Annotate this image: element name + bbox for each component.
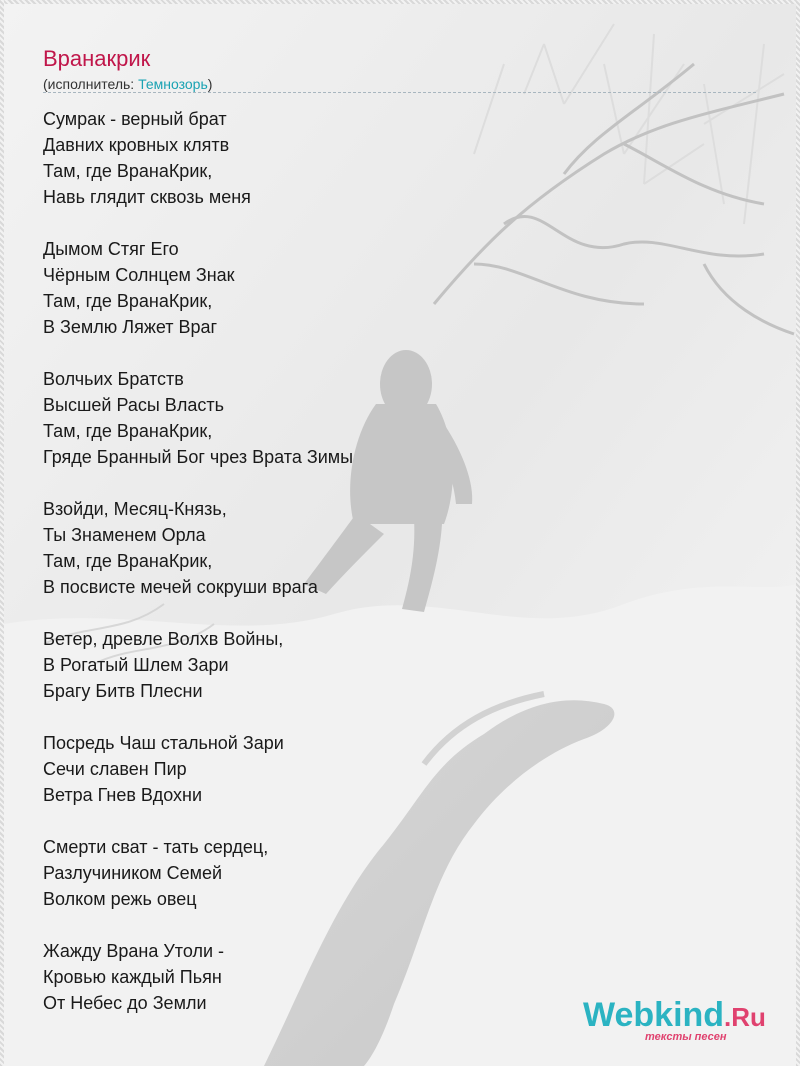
lyric-line: Навь глядит сквозь меня <box>43 187 251 207</box>
lyric-line: Сумрак - верный брат <box>43 109 227 129</box>
lyric-line: Ветра Гнев Вдохни <box>43 785 203 805</box>
lyric-line: Волком режь овец <box>43 889 197 909</box>
webkind-logo[interactable] <box>583 997 783 1047</box>
artist-byline <box>43 74 212 94</box>
byline-suffix: ) <box>207 76 213 92</box>
header-divider <box>43 92 756 93</box>
stanza-gap <box>43 340 353 366</box>
stanza-gap <box>43 808 353 834</box>
stanza-gap <box>43 704 353 730</box>
lyric-line: Гряде Бранный Бог чрез Врата Зимы <box>43 447 354 467</box>
lyric-line: От Небес до Земли <box>43 993 207 1013</box>
stanza-gap <box>43 600 353 626</box>
lyric-line: Сечи славен Пир <box>43 759 187 779</box>
lyric-line: Чёрным Солнцем Знак <box>43 265 235 285</box>
lyric-line: Там, где ВранаКрик, <box>43 291 213 311</box>
lyric-line: Брагу Битв Плесни <box>43 681 203 701</box>
song-header <box>43 46 212 94</box>
logo-name: Webkind <box>583 996 725 1034</box>
lyric-line: Там, где ВранаКрик, <box>43 421 213 441</box>
lyric-line: В Землю Ляжет Враг <box>43 317 218 337</box>
stanza-gap <box>43 470 353 496</box>
lyric-line: Жажду Врана Утоли - <box>43 941 225 961</box>
lyric-line: В Рогатый Шлем Зари <box>43 655 229 675</box>
lyric-line: Давних кровных клятв <box>43 135 230 155</box>
lyric-line: Смерти сват - тать сердец, <box>43 837 269 857</box>
lyrics-text <box>43 106 353 1016</box>
page-border-right <box>796 0 800 1066</box>
lyric-line: Там, где ВранаКрик, <box>43 551 213 571</box>
lyric-line: Разлучиником Семей <box>43 863 223 883</box>
lyric-line: Посредь Чаш стальной Зари <box>43 733 284 753</box>
song-title: Вранакрик <box>43 46 151 71</box>
stanza-gap <box>43 912 353 938</box>
stanza-gap <box>43 210 353 236</box>
logo-wordmark <box>583 997 783 1035</box>
logo-tagline: тексты песен <box>645 1031 727 1043</box>
artist-link[interactable]: Темнозорь <box>138 76 208 92</box>
lyric-line: Ветер, древле Волхв Войны, <box>43 629 284 649</box>
lyric-line: Ты Знаменем Орла <box>43 525 206 545</box>
lyric-line: В посвисте мечей сокруши врага <box>43 577 318 597</box>
lyric-line: Волчьих Братств <box>43 369 184 389</box>
lyric-line: Высшей Расы Власть <box>43 395 224 415</box>
lyric-line: Там, где ВранаКрик, <box>43 161 213 181</box>
lyric-line: Дымом Стяг Его <box>43 239 179 259</box>
lyrics-card <box>4 4 796 1066</box>
logo-tld: .Ru <box>724 1002 766 1032</box>
lyric-line: Взойди, Месяц-Князь, <box>43 499 227 519</box>
byline-prefix: (исполнитель: <box>43 76 139 92</box>
lyric-line: Кровью каждый Пьян <box>43 967 222 987</box>
